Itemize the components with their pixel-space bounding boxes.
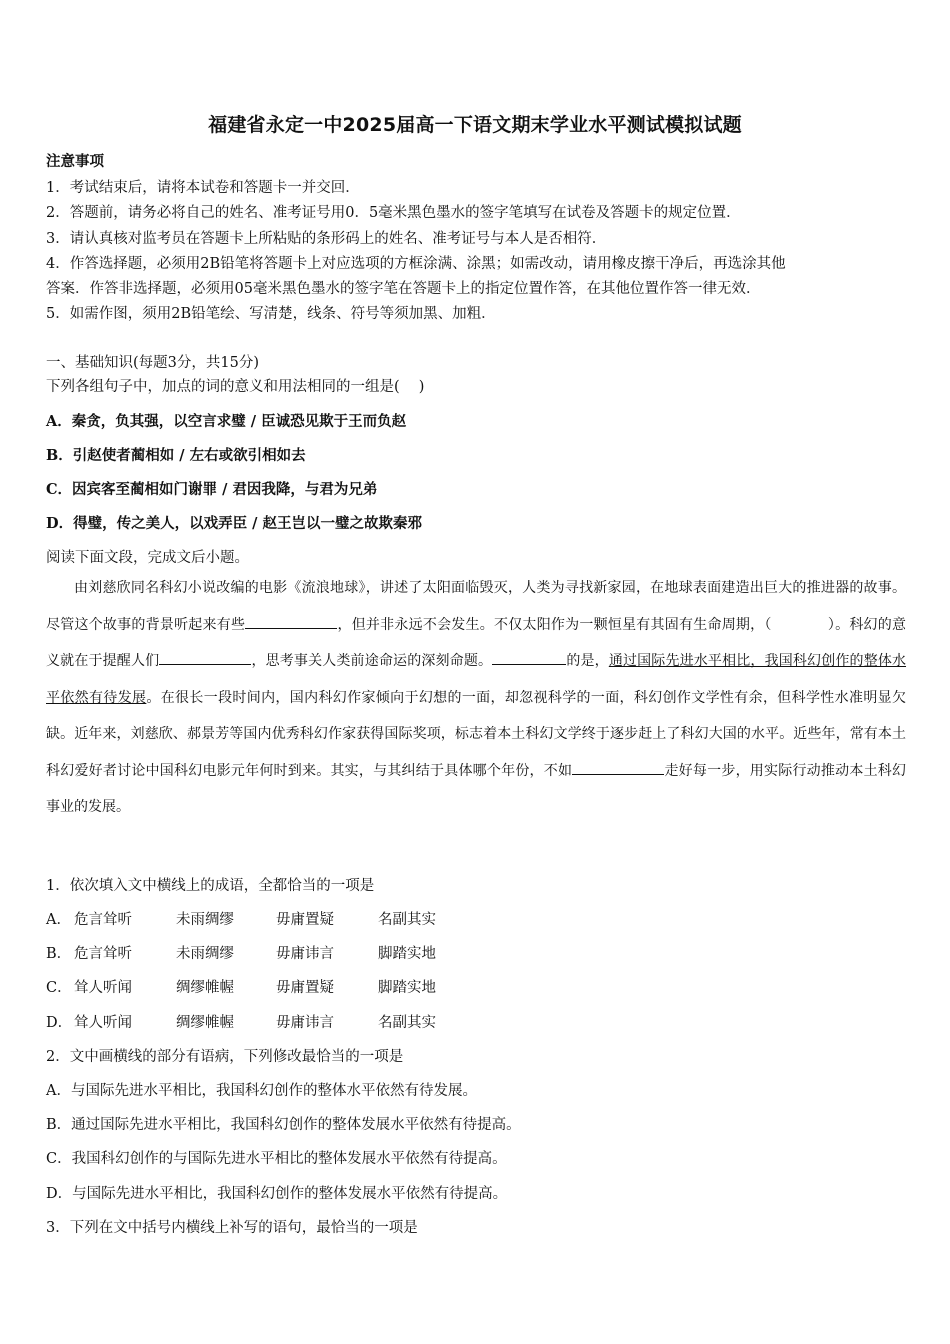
- notice-item-3: 3．请认真核对监考员在答题卡上所粘贴的条形码上的姓名、准考证号与本人是否相符．: [46, 231, 607, 247]
- q1-option-b: B． 危言耸听 未雨绸缪 毋庸讳言 脚踏实地: [46, 946, 436, 962]
- section-question: 下列各组句子中，加点的词的意义和用法相同的一组是( ): [46, 379, 425, 395]
- section-option-d: D．得璧，传之美人，以戏弄臣 / 赵王岂以一璧之故欺秦邪: [46, 515, 422, 532]
- notice-heading: 注意事项: [46, 153, 104, 170]
- q1-option-c: C． 耸人听闻 绸缪帷幄 毋庸置疑 脚踏实地: [46, 980, 436, 996]
- notice-item-2: 2．答题前，请务必将自己的姓名、准考证号用0．5毫米黑色墨水的签字笔填写在试卷及答题卡的规定位置．: [46, 205, 741, 221]
- section-heading: 一、基础知识(每题3分，共15分): [46, 355, 259, 371]
- passage-text-4: ，思考事关人类前途命运的深刻命题。: [251, 653, 493, 669]
- page-title: 福建省永定一中2025届高一下语文期末学业水平测试模拟试题: [208, 114, 742, 136]
- passage-text-2: ，但并非永远不会发生。不仅太阳作为一颗恒星有其固有生命周期，（: [337, 616, 772, 633]
- notice-item-4: 4．作答选择题，必须用2B铅笔将答题卡上对应选项的方框涂满、涂黑；如需改动，请用橡皮擦干净后，再选涂其他: [46, 256, 786, 272]
- section-option-b: B．引赵使者蔺相如 / 左右或欲引相如去: [46, 447, 306, 464]
- q1-option-a: A． 危言耸听 未雨绸缪 毋庸置疑 名副其实: [46, 912, 436, 928]
- q1-option-d: D． 耸人听闻 绸缪帷幄 毋庸讳言 名副其实: [46, 1015, 436, 1031]
- notice-item-4-cont: 答案．作答非选择题，必须用05毫米黑色墨水的签字笔在答题卡上的指定位置作答，在其他位置作答一律无效．: [46, 281, 761, 297]
- passage-text-7: 走好每一步，用实际行动推动本土科幻事业的发展。: [46, 762, 907, 815]
- passage-text-6: 。在很长一段时间内，国内科幻作家倾向于幻想的一面，却忽视科学的一面，科幻创作文学性有余，但科学性水准明显欠缺。近年来，刘慈欣、郝景芳等国内优秀科幻作家获得国际奖项，标志着本土科幻文学终于逐步赶上了科幻大国的水平。近些年，常有本土科幻爱好者讨论中国科幻电影元年何时到来。其实，与其纠结于具体哪个年份，不如: [46, 689, 906, 779]
- q1-stem: 1．依次填入文中横线上的成语，全都恰当的一项是: [46, 878, 375, 894]
- q2-option-b: B．通过国际先进水平相比，我国科幻创作的整体发展水平依然有待提高。: [46, 1117, 521, 1133]
- q2-option-d: D．与国际先进水平相比，我国科幻创作的整体发展水平依然有待提高。: [46, 1186, 508, 1202]
- passage-text-1: 由刘慈欣同名科幻小说改编的电影《流浪地球》，讲述了太阳面临毁灭，人类为寻找新家园，在地球表面建造出巨大的推进器的故事。尽管这个故事的背景听起来有些: [46, 580, 906, 633]
- underlined-sentence: 通过国际先进水平相比，我国科幻创作的整体水平依然有待发展: [46, 653, 907, 706]
- blank-3: [492, 650, 566, 665]
- passage-text-3: ）。科幻的意义就在于提醒人们: [46, 616, 907, 669]
- blank-1: [245, 614, 337, 629]
- section-option-a: A．秦贪，负其强，以空言求璧 / 臣诚恐见欺于王而负赵: [46, 413, 407, 430]
- section-option-c: C．因宾客至蔺相如门谢罪 / 君因我降，与君为兄弟: [46, 481, 378, 498]
- passage-text-5: 的是，: [566, 653, 609, 669]
- reading-passage: [46, 570, 906, 826]
- notice-item-5: 5．如需作图，须用2B铅笔绘、写清楚，线条、符号等须加黑、加粗．: [46, 306, 496, 322]
- q3-stem: 3．下列在文中括号内横线上补写的语句，最恰当的一项是: [46, 1220, 418, 1236]
- blank-4: [572, 760, 664, 775]
- reading-intro: 阅读下面文段，完成文后小题。: [46, 550, 249, 566]
- blank-2: [159, 650, 251, 665]
- q2-option-a: A．与国际先进水平相比，我国科幻创作的整体水平依然有待发展。: [46, 1083, 477, 1099]
- q2-option-c: C．我国科幻创作的与国际先进水平相比的整体发展水平依然有待提高。: [46, 1151, 507, 1167]
- notice-item-1: 1．考试结束后，请将本试卷和答题卡一并交回．: [46, 180, 360, 196]
- q2-stem: 2．文中画横线的部分有语病，下列修改最恰当的一项是: [46, 1049, 404, 1065]
